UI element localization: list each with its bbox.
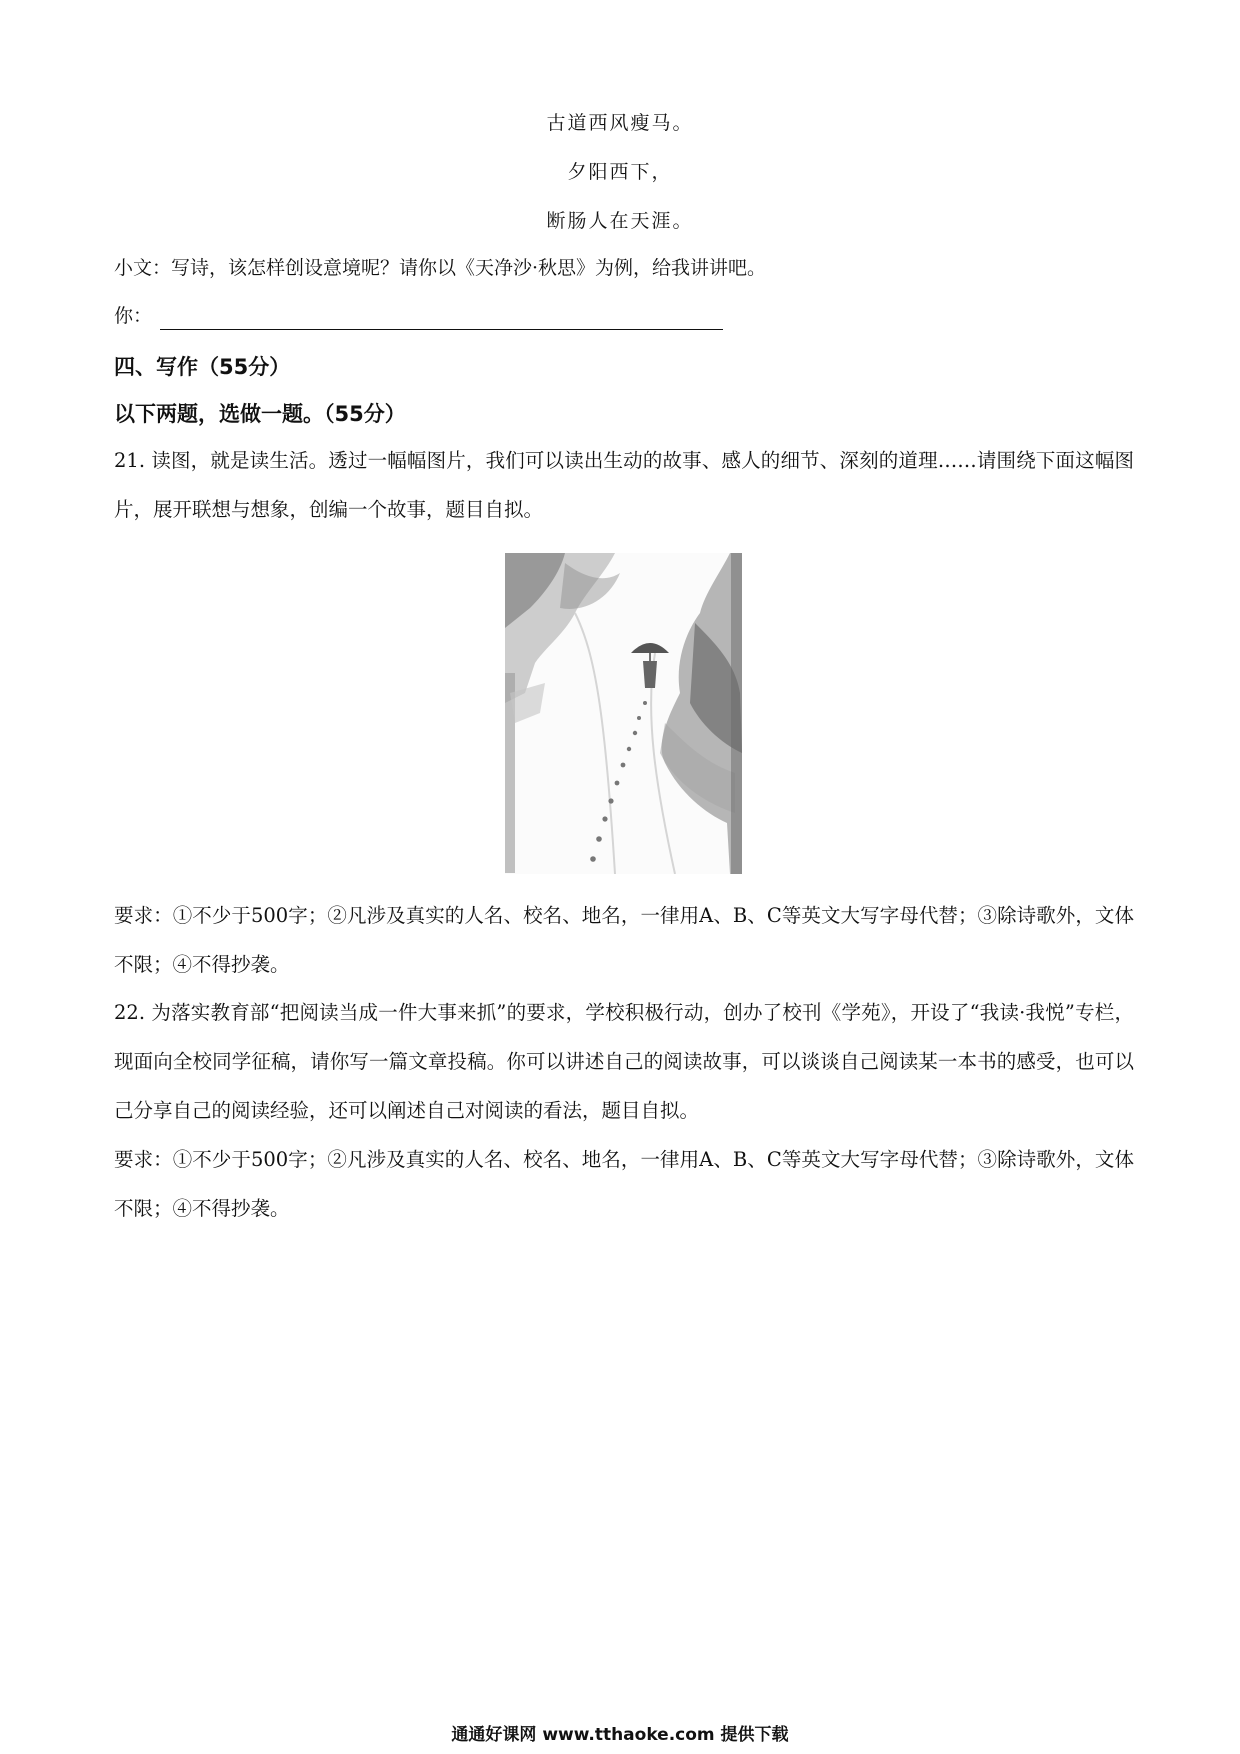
poem-line-1: 古道西风瘦马。 — [546, 112, 694, 134]
you-label: 你： — [114, 305, 153, 327]
poem-line-2: 夕阳西下， — [567, 161, 673, 183]
poem-line-3: 断肠人在天涯。 — [546, 210, 694, 232]
question-22-requirements: 要求：①不少于500字；②凡涉及真实的人名、校名、地名，一律用A、B、C等英文大写字母代替；③除诗歌外，文体不限；④不得抄袭。 — [114, 1148, 1134, 1220]
question-22: 22. 为落实教育部“把阅读当成一件大事来抓”的要求，学校积极行动，创办了校刊《学苑》，开设了“我读·我悦”专栏，现面向全校同学征稿，请你写一篇文章投稿。你可以讲述自己的阅读故事，可以谈谈自己阅读某一本书的感受，也可以己分享自己的阅读经验，还可以阐述自己对阅读的看法，题目自拟。 — [114, 1001, 1134, 1122]
answer-line — [114, 302, 723, 330]
question-21: 21. 读图，就是读生活。透过一幅幅图片，我们可以读出生动的故事、感人的细节、深刻的道理……请围绕下面这幅图片，展开联想与想象，创编一个故事，题目自拟。 — [114, 449, 1134, 521]
xiaowen-question: 小文：写诗，该怎样创设意境呢？请你以《天净沙·秋思》为例，给我讲讲吧。 — [114, 257, 767, 279]
question-21-requirements: 要求：①不少于500字；②凡涉及真实的人名、校名、地名，一律用A、B、C等英文大写字母代替；③除诗歌外，文体不限；④不得抄袭。 — [114, 904, 1134, 976]
section-title: 四、写作（55分） — [114, 355, 291, 379]
section-instruction: 以下两题，选做一题。（55分） — [114, 402, 406, 426]
answer-blank[interactable] — [160, 307, 723, 330]
snow-path-illustration — [505, 553, 742, 874]
footer-credit: 通通好课网 www.tthaoke.com 提供下载 — [451, 1725, 789, 1745]
